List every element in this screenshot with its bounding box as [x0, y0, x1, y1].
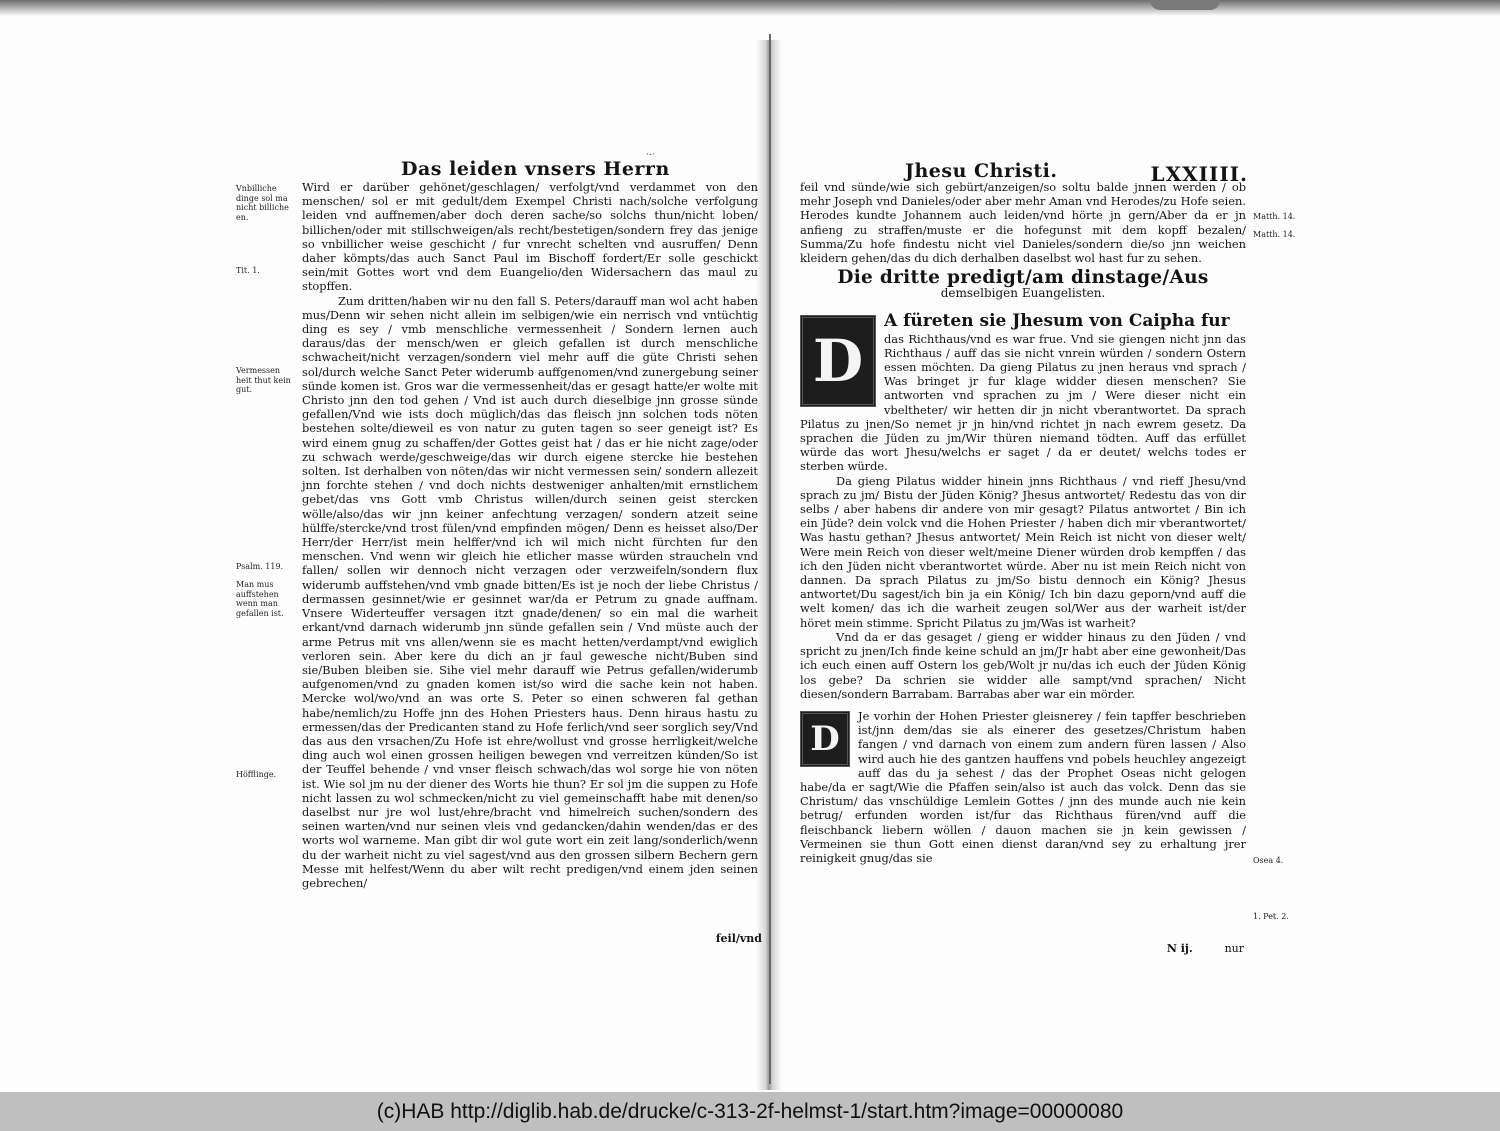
right-running-title: Jhesu Christi.: [905, 160, 1058, 182]
left-running-head: [236, 150, 762, 180]
margin-note: Osea 4.: [1253, 856, 1284, 865]
left-paragraph: Wird er darüber gehönet/geschlagen/ verfolgt/vnd verdammet von den menschen/ sol er mit gedult/dem Exempel Christi nach/solche verfolgung leiden vnd auffnemen/aber doch deren sache/so solchs thun/nicht loben/ billichen/oder mit stillschweigen/als recht/bestetigen/sondern frey das jenige so vnbillicher weise geschicht / fur vnrecht schelten vnd ausruffen/ Denn daher kömpts/das auch Sanct Paul im Bischoff fordert/Er solle geschickt sein/mit Gottes wort vnd dem Euangelio/den Widersachern das maul zu stopffen.: [302, 180, 758, 294]
printer-marks: ·‐·: [646, 150, 655, 160]
folio-number: LXXIIII.: [1150, 162, 1248, 186]
margin-note: Matth. 14.: [1253, 212, 1296, 221]
section-title: Die dritte predigt/am dinstage/Aus: [837, 267, 1209, 289]
left-running-title: Das leiden vnsers Herrn: [401, 158, 670, 180]
left-catchword: feil/vnd: [715, 932, 762, 945]
paragraph-gap: [800, 701, 1246, 709]
margin-note: Psalm. 119.: [236, 562, 284, 571]
margin-note: Man mus auffstehen wenn man gefallen ist.: [236, 580, 284, 618]
margin-note: Höfflinge.: [236, 770, 277, 779]
decorated-initial: D: [800, 711, 850, 767]
right-catchword: nur: [1224, 942, 1244, 955]
decorated-initial: D: [800, 315, 876, 407]
section-subtitle: demselbigen Euangelisten.: [940, 286, 1106, 301]
signature-text: N ij.: [1166, 942, 1193, 955]
opening-line: A füreten sie Jhesum von Caipha fur: [884, 310, 1230, 331]
margin-note: Vnbilliche dinge sol ma nicht billiche en.: [236, 184, 289, 222]
scan-top-edge: [0, 0, 1500, 16]
right-intro-paragraph: feil vnd sünde/wie sich gebürt/anzeigen/so soltu balde jnnen werden / ob mehr Joseph vnd Danieles/oder aber mehr Aman vnd Herodes/zu Hofe seien. Herodes kundte Johannem auch leiden/vnd hörte jn gern/Aber da er jn anfieng zu straffen/muste er die hofegunst mit dem kopff bezalen/ Summa/Zu hofe findestu nicht viel Danieles/sondern die/so jnn weichen kleidern gehen/das du dich derhalben daselbst wol hast fur zu sehen.: [800, 180, 1246, 266]
margin-note: Vermessen heit thut kein gut.: [236, 366, 291, 394]
signature-mark: [1167, 942, 1244, 955]
right-paragraph: Vnd da er das gesaget / gieng er widder hinaus zu den Jüden / vnd spricht zu jnen/Ich finde keine schuld an jm/Jr habt aber eine gewonheit/Das ich euch einen auff Ostern los geb/Wolt jr nu/das ich euch der Jüden König los gebe? Da schrien sie widder alle sampt/vnd sprachen/ Nicht diesen/sondern Barrabam. Barrabas aber war ein mörder.: [800, 629, 1246, 701]
left-paragraph: Zum dritten/haben wir nu den fall S. Peters/darauff man wol acht haben mus/Denn wir sehen nicht allein im selbigen/wie ein nerrisch vnd vntüchtig ding es sey / vmb menschliche vermessenheit / Sondern lernen auch daraus/das der mensch/wen er gleich gefallen ist durch menschliche schwacheit/nicht verzagen/sondern viel mehr auff die güte Christi sehen sol/durch welche Sanct Peter widerumb auffgenomen/vnd zunergebung seiner sünde komen ist. Gros war die vermessenheit/das er gesagt hatte/er wolte mit Christo jnn den tod gehen / Vnd ist auch durch dieselbige jnn grosse sünde gefallen/Vnd wie ists doch müglich/das das fleisch jnn solchen tods nöten bestehen solte/dieweil es von natur zu guten tagen so seer geneigt ist? Es wird einem gnug zu schaffen/der Gottes geist hat / das er hie nicht zage/oder zu schwach werde/geschweige/das wir durch eigene stercke hie bestehen solten. Ist derhalben von nöten/das wir nicht vermessen sein/ sondern allezeit jnn forchte stehen / vnd doch nichts destweniger anhalten/mit ernstlichem gebet/das vns Gott vmb Christus willen/durch seinen geist stercken wölle/also/das wir jnn keiner anfechtung verzagen/ sondern atzeit seine hülffe/stercke/vnd trost fülen/vnd empfinden mögen/ Denn es heisset also/Der Herr/der Herr/ist mein helffer/vnd ich wil mich nicht fürchten fur den menschen. Vnd wenn wir gleich hie etlicher masse würden straucheln vnd fallen/ sollen wir dennoch nicht verzagen oder verzweifeln/sondern flux widerumb auffstehen/vnd vmb gnade bitten/Es ist je noch der liebe Christus / dermassen gesinnet/wie er gesinnet war/da er Petrum zu gnade auffnam. Vnsere Widerteuffer versagen itzt gnade/denen/ so ein mal die warheit erkant/vnd darnach widerumb jnn sünde gefallen sein / Vnd müste auch der arme Petrus mit vns allen/wenn sie es macht hetten/verdampt/vnd ewiglich verloren sein. Aber kere du dich an jr faul gewesche nicht/Buben sind sie/Buben bleiben sie. Sihe viel mehr darauff wie Petrus gefallen/widerumb aufgenomen/vnd zu gnaden komen ist/so wird die sache kein not haben. Mercke wol/wo/vnd an was orte S. Peter so einen schweren fal gethan habe/nemlich/zu Hoffe jnn des Hohen Priesters haus. Denn hiraus hastu zu ermessen/das der Predicanten stand zu Hofe ferlich/vnd seer sorglich sey/Vnd das aus den vrsachen/Zu Hofe ist ehre/wollust vnd grosse herrligkeit/welche ding auch wol einen grossen heiligen bewegen vnd verreitzen künden/So ist der Teuffel behende / vnd vnser fleisch schwach/das wol sorge hie von nöten ist. Wie sol jm nu der diener des Worts hie thun? Er sol jm die suppen zu Hofe nicht lassen zu wol schmecken/nicht zu viel gemeinschafft habe mit denen/so daselbst nur jre wol lust/ehre/bracht vnd himelreich suchen/sondern des seinen warten/vnd nur seinen vleis vnd gedancken/dahin wenden/das er des worts wol warneme. Man gibt dir wol gute wort ein zeit lang/sonderlich/wenn du der warheit nicht zu viel sagest/vnd aus den grossen silbern Bechern gern Messe mit helfest/Wenn du aber wilt recht predigen/vnd einem jden seinen gebrechen/: [302, 293, 758, 890]
left-page: [236, 150, 762, 945]
right-paragraph: Je vorhin der Hohen Priester gleisnerey / fein tapffer beschrieben ist/jnn dem/das sie als einerer des gesetzes/Christum haben fangen / vnd darnach von einem zum andern füren lassen / Also wird auch hie des gantzen hauffens vnd pobels heuchley angezeigt auff das du ja sehest / das der Prophet Oseas nicht gelogen habe/da er sagt/Wie die Pfaffen sein/also ist auch das volck. Denn das sie Christum/ das vnschüldige Lemlein Gottes / jnn des munde auch nie kein betrug/ erfunden worden ist/fur das Richthaus füren/vnd auff die fleischbanck liebern wöllen / dauon machen sie jn kein gewissen / Vermeinen sie thun Gott einen dienst daran/vnd sey zu erhaltung jrer reinigkeit gnug/das sie: [800, 708, 1246, 865]
right-running-head: [800, 150, 1320, 186]
margin-note: Tit. 1.: [236, 266, 260, 275]
scan-blot: [1150, 0, 1220, 10]
copyright-footer: [0, 1092, 1500, 1131]
left-text-column: [302, 180, 758, 890]
right-text-column: [800, 180, 1246, 865]
gutter-fold-line: [769, 34, 771, 1084]
right-page: [800, 150, 1320, 955]
right-paragraph: das Richthaus/vnd es war frue. Vnd sie giengen nicht jnn das Richthaus / auff das sie nicht vnrein würden / sondern Ostern essen möchten. Da gieng Pilatus zu jnen heraus vnd sprach / Was bringet jr fur klage widder diesen menschen? Sie antworten vnd sprachen zu jm / Were dieser nicht ein vbeltheter/ wir hetten dir jn nicht vberantwortet. Da sprach Pilatus zu jnen/So nemet jr jn hin/vnd richtet jn nach ewrem gesetz. Da sprachen die Jüden zu jm/Wir thüren niemand tödten. Auff das erfüllet würde das wort Jhesu/welchs er saget / da er deutet/ welchs todes er sterben würde.: [800, 331, 1246, 474]
margin-note: Matth. 14.: [1253, 230, 1296, 239]
footer-text: (c)HAB http://diglib.hab.de/drucke/c-313-2f-helmst-1/start.htm?image=00000080: [376, 1099, 1124, 1123]
right-paragraph: Da gieng Pilatus widder hinein jnns Richthaus / vnd rieff Jhesu/vnd sprach zu jm/ Bistu der Jüden König? Jhesus antwortet/ Redestu das von dir selbs / aber habens dir andere von mir gesagt? Pilatus antwortet / Bin ich ein Jüde? dein volck vnd die Hohen Priester / haben dich mir vberantwortet/ Was hastu gethan? Jhesus antwortet/ Mein Reich ist nicht von dieser welt/ Were mein Reich von dieser welt/meine Diener würden drob kempffen / das ich den Jüden nicht vberantwortet würde. Aber nu ist mein Reich nicht von dannen. Da sprach Pilatus zu jm/So bistu dennoch ein König? Jhesus antwortet/Du sagest/ich bin ja ein König/ Ich bin dazu geporn/vnd auff die welt komen/ das ich die warheit zeugen sol/Wer aus der warheit ist/der höret mein stimme. Spricht Pilatus zu jm/Was ist warheit?: [800, 473, 1246, 630]
margin-note: 1. Pet. 2.: [1253, 912, 1289, 921]
